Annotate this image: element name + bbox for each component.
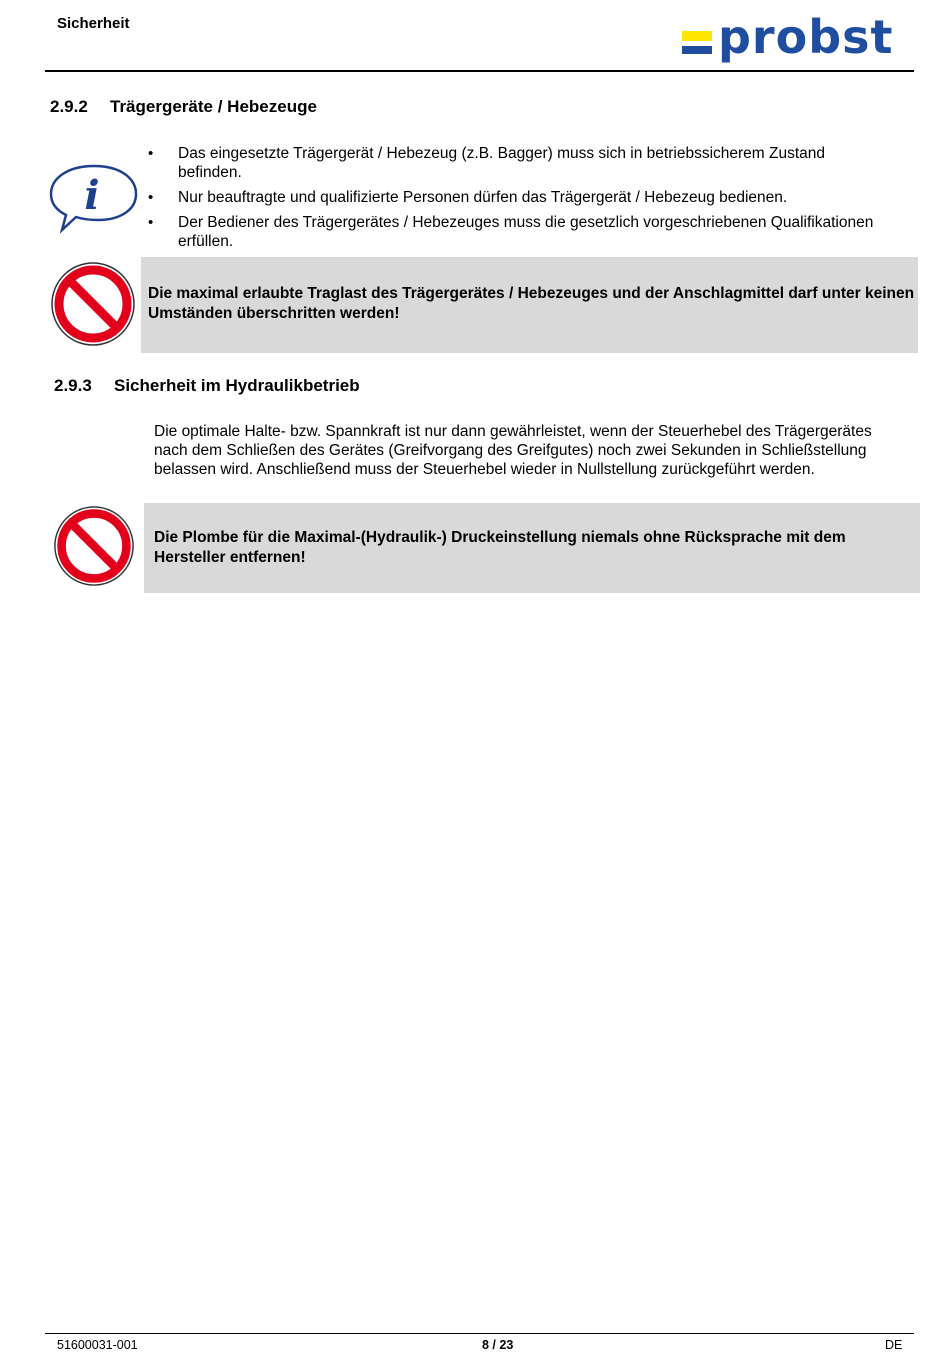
- section-number: 2.9.3: [54, 376, 92, 395]
- body-paragraph: Die optimale Halte- bzw. Spannkraft ist nur dann gewährleistet, wenn der Steuerhebel des Trägergerätes nach dem Schließen des Gerätes (Greifvorgang des Greifgutes) noch zwei Sekunden in Schließstellung belassen wird. Anschließend muss der Steuerhebel wieder in Nullstellung zurückgeführt werden.: [154, 423, 872, 479]
- logo-yellow-bar: [682, 31, 712, 41]
- list-item: • Der Bediener des Trägergerätes / Hebezeuges muss die gesetzlich vorgeschriebenen Qualifikationen erfüllen.: [148, 213, 888, 251]
- prohibition-icon: [50, 261, 136, 347]
- footer-page-number: 8 / 23: [482, 1338, 514, 1352]
- bullet-list: [148, 144, 888, 257]
- section-title: Trägergeräte / Hebezeuge: [110, 97, 317, 116]
- header-divider: [45, 70, 914, 72]
- logo-wordmark: probst: [718, 10, 894, 64]
- page-header-title: Sicherheit: [57, 15, 130, 32]
- logo-blue-bar: [682, 46, 712, 54]
- section-heading-2-9-3: [54, 376, 360, 396]
- info-icon: [48, 160, 140, 236]
- list-item: • Nur beauftragte und qualifizierte Personen dürfen das Trägergerät / Hebezeug bedienen.: [148, 188, 888, 207]
- section-heading-2-9-2: [50, 97, 317, 117]
- footer-divider: [45, 1333, 914, 1334]
- svg-text:i: i: [84, 172, 100, 219]
- footer-language: DE: [885, 1338, 903, 1352]
- list-item: • Das eingesetzte Trägergerät / Hebezeug (z.B. Bagger) muss sich in betriebssicherem Zustand befinden.: [148, 144, 888, 182]
- footer-doc-number: 51600031-001: [57, 1338, 138, 1352]
- prohibition-icon: [53, 505, 135, 587]
- probst-logo: [680, 10, 908, 66]
- warning-box: Die maximal erlaubte Traglast des Trägergerätes / Hebezeuges und der Anschlagmittel darf unter keinen Umständen überschritten werden!: [141, 257, 918, 353]
- section-title: Sicherheit im Hydraulikbetrieb: [114, 376, 360, 395]
- warning-box: Die Plombe für die Maximal-(Hydraulik-) Druckeinstellung niemals ohne Rücksprache mit dem Hersteller entfernen!: [144, 503, 920, 593]
- section-number: 2.9.2: [50, 97, 88, 116]
